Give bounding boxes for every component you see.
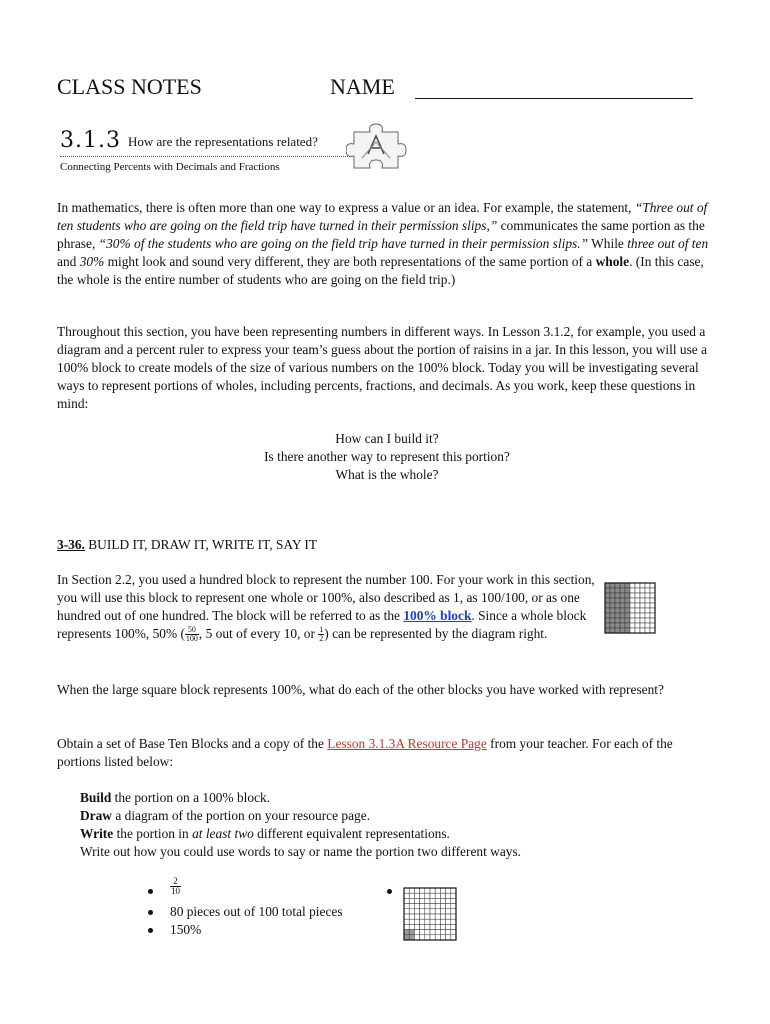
grid-cell [420, 893, 425, 898]
step-keyword: Draw [80, 808, 112, 823]
step-text: the portion in [113, 826, 193, 841]
grid-cell [414, 909, 419, 914]
grid-cell [635, 628, 640, 633]
grid-cell [425, 924, 430, 929]
grid-cell [446, 924, 451, 929]
class-notes-title: CLASS NOTES [57, 74, 202, 99]
grid-cell [451, 888, 456, 893]
grid-cell [430, 914, 435, 919]
name-label: NAME [330, 74, 395, 99]
grid-cell [620, 588, 625, 593]
grid-cell [605, 583, 610, 588]
grid-cell [440, 935, 445, 940]
grid-cell [615, 618, 620, 623]
question-3: What is the whole? [335, 467, 439, 482]
problem-paragraph-2: When the large square block represents 100%, what do each of the other blocks you have worked with represent? [57, 682, 664, 697]
grid-cell [645, 583, 650, 588]
grid-cell [404, 935, 409, 940]
grid-cell [650, 618, 655, 623]
grid-cell [610, 623, 615, 628]
grid-cell [425, 893, 430, 898]
grid-cell [610, 618, 615, 623]
grid-cell [446, 914, 451, 919]
grid-cell [650, 628, 655, 633]
grid-cell [605, 598, 610, 603]
grid-cell [435, 914, 440, 919]
grid-cell [409, 930, 414, 935]
hundred-block-diagram [604, 582, 656, 634]
puzzle-icon [346, 122, 410, 174]
fraction-numerator: 1 [319, 625, 324, 635]
fraction-denominator: 100 [185, 634, 198, 644]
grid-cell [620, 603, 625, 608]
grid-cell [645, 618, 650, 623]
intro-text: While [588, 236, 628, 251]
grid-cell [635, 593, 640, 598]
grid-cell [630, 613, 635, 618]
problem-text: from your teacher. For each of the portions listed below: [57, 736, 673, 769]
bullet-dot [148, 889, 153, 894]
grid-cell [625, 593, 630, 598]
grid-cell [615, 608, 620, 613]
step-draw [80, 807, 740, 825]
grid-cell [451, 909, 456, 914]
grid-cell [430, 904, 435, 909]
grid-cell [645, 593, 650, 598]
intro-quote-2: “30% of the students who are going on the field trip have turned in their permission slips.” [98, 236, 589, 251]
fraction-numerator: 50 [185, 626, 199, 635]
grid-cell [610, 588, 615, 593]
intro-quote-1: “Three out of ten students who are going on the field trip have turned in their permission slips,” [57, 200, 708, 233]
grid-cell [425, 898, 430, 903]
grid-cell [645, 628, 650, 633]
grid-cell [425, 914, 430, 919]
grid-cell [640, 618, 645, 623]
grid-cell [630, 603, 635, 608]
grid-cell [440, 904, 445, 909]
intro-text: and [57, 254, 80, 269]
grid-cell [446, 893, 451, 898]
grid-cell [404, 919, 409, 924]
problem-number: 3-36. [57, 537, 85, 552]
grid-cell [409, 898, 414, 903]
grid-cell [605, 618, 610, 623]
step-text: the portion on a 100% block. [111, 790, 271, 805]
grid-cell [605, 623, 610, 628]
intro-paragraph-2: Throughout this section, you have been representing numbers in different ways. In Lesson 3.1.2, for example, you used a diagram and a percent ruler to express your team’s guess about the portion of raisins in a jar. In this lesson, you will use a 100% block to create models of the size of various numbers on the 100% block. Today you will be investigating several ways to represent portions of wholes, including percents, fractions, and decimals. As you work, keep these questions in mind: [57, 324, 708, 411]
grid-cell [620, 583, 625, 588]
grid-cell [430, 888, 435, 893]
grid-cell [650, 598, 655, 603]
grid-cell [615, 603, 620, 608]
grid-cell [635, 608, 640, 613]
grid-cell [620, 628, 625, 633]
grid-cell [645, 598, 650, 603]
grid-cell [645, 613, 650, 618]
grid-cell [409, 935, 414, 940]
grid-cell [615, 583, 620, 588]
grid-cell [446, 930, 451, 935]
grid-cell [620, 608, 625, 613]
grid-cell [605, 608, 610, 613]
problem-title: BUILD IT, DRAW IT, WRITE IT, SAY IT [84, 537, 318, 552]
grid-cell [435, 904, 440, 909]
grid-cell [409, 909, 414, 914]
intro-text: In mathematics, there is often more than one way to express a value or an idea. For example, the statement, [57, 200, 635, 215]
grid-cell [635, 618, 640, 623]
grid-cell [645, 608, 650, 613]
grid-cell [625, 583, 630, 588]
intro-text: . (In this case, the whole is the entire number of students who are going on the field trip.) [57, 254, 704, 287]
grid-cell [615, 628, 620, 633]
grid-cell [610, 583, 615, 588]
grid-cell [615, 588, 620, 593]
grid-cell [440, 898, 445, 903]
grid-cell [605, 593, 610, 598]
grid-cell [425, 935, 430, 940]
grid-cell [414, 935, 419, 940]
grid-cell [615, 598, 620, 603]
grid-cell [404, 893, 409, 898]
intro-italic: 30% [79, 254, 105, 269]
resource-page-link[interactable]: Lesson 3.1.3A Resource Page [327, 736, 487, 751]
grid-cell [435, 888, 440, 893]
grid-cell [635, 583, 640, 588]
grid-cell [650, 608, 655, 613]
dotted-divider [60, 156, 352, 157]
grid-cell [430, 935, 435, 940]
grid-cell [425, 904, 430, 909]
bullet-item-80-pieces: 80 pieces out of 100 total pieces [170, 904, 343, 919]
100-percent-block-link[interactable]: 100% block [403, 608, 472, 623]
step-keyword: Write [80, 826, 114, 841]
grid-cell [625, 588, 630, 593]
grid-cell [409, 924, 414, 929]
grid-cell [440, 893, 445, 898]
lesson-number: 3.1.3 [60, 128, 121, 153]
grid-cell [435, 909, 440, 914]
grid-cell [430, 893, 435, 898]
grid-cell [435, 930, 440, 935]
grid-cell [650, 603, 655, 608]
grid-cell [640, 583, 645, 588]
grid-cell [625, 623, 630, 628]
grid-cell [425, 930, 430, 935]
grid-cell [630, 608, 635, 613]
grid-cell [440, 919, 445, 924]
grid-cell [414, 919, 419, 924]
grid-cell [620, 623, 625, 628]
grid-cell [640, 628, 645, 633]
bullet-dot [148, 910, 153, 915]
grid-cell [440, 909, 445, 914]
lesson-question: How are the representations related? [128, 134, 318, 149]
grid-cell [630, 588, 635, 593]
problem-text: Obtain a set of Base Ten Blocks and a copy of the [57, 736, 328, 751]
grid-cell [630, 618, 635, 623]
grid-cell [430, 924, 435, 929]
grid-cell [650, 613, 655, 618]
grid-cell [430, 898, 435, 903]
question-2: Is there another way to represent this portion? [264, 449, 510, 464]
step-text: different equivalent representations. [253, 826, 450, 841]
grid-cell [435, 919, 440, 924]
grid-cell [630, 583, 635, 588]
grid-cell [446, 919, 451, 924]
grid-cell [440, 930, 445, 935]
grid-cell [451, 935, 456, 940]
grid-cell [409, 919, 414, 924]
grid-cell [404, 914, 409, 919]
grid-cell [446, 898, 451, 903]
grid-cell [625, 603, 630, 608]
grid-cell [615, 623, 620, 628]
grid-cell [640, 608, 645, 613]
grid-cell [605, 613, 610, 618]
grid-cell [615, 613, 620, 618]
grid-cell [650, 588, 655, 593]
step-write [80, 825, 740, 843]
grid-cell [635, 603, 640, 608]
grid-cell [605, 588, 610, 593]
grid-cell [435, 898, 440, 903]
grid-cell [420, 924, 425, 929]
grid-cell [650, 593, 655, 598]
grid-cell [645, 588, 650, 593]
grid-cell [645, 623, 650, 628]
grid-cell [430, 930, 435, 935]
grid-cell [414, 904, 419, 909]
step-keyword: Build [80, 790, 112, 805]
problem-heading [57, 536, 717, 554]
grid-cell [420, 904, 425, 909]
grid-cell [620, 598, 625, 603]
problem-text: ) can be represented by the diagram right. [324, 626, 548, 641]
grid-cell [440, 924, 445, 929]
grid-cell [404, 909, 409, 914]
grid-cell [404, 904, 409, 909]
name-line[interactable] [415, 98, 693, 99]
grid-cell [409, 904, 414, 909]
grid-cell [630, 593, 635, 598]
grid-cell [435, 893, 440, 898]
grid-cell [414, 893, 419, 898]
grid-cell [640, 598, 645, 603]
question-1: How can I build it? [335, 431, 439, 446]
grid-cell [650, 583, 655, 588]
grid-cell [610, 593, 615, 598]
bullet-dot [148, 928, 153, 933]
grid-cell [625, 598, 630, 603]
grid-cell [420, 930, 425, 935]
grid-cell [620, 593, 625, 598]
grid-cell [414, 914, 419, 919]
grid-cell [630, 628, 635, 633]
grid-cell [420, 914, 425, 919]
grid-cell [420, 919, 425, 924]
grid-cell [440, 914, 445, 919]
grid-cell [414, 930, 419, 935]
grid-cell [451, 914, 456, 919]
grid-cell [425, 919, 430, 924]
grid-cell [620, 618, 625, 623]
fraction-denominator: 2 [319, 634, 324, 644]
step-build [80, 789, 740, 807]
intro-italic: three out of ten [627, 236, 709, 251]
grid-cell [409, 893, 414, 898]
grid-cell [640, 588, 645, 593]
bullet-item-150-percent: 150% [170, 922, 202, 937]
lesson-subtitle: Connecting Percents with Decimals and Fractions [60, 161, 280, 173]
grid-cell [640, 623, 645, 628]
grid-cell [404, 930, 409, 935]
grid-cell [635, 623, 640, 628]
grid-cell [420, 898, 425, 903]
grid-cell [605, 628, 610, 633]
grid-cell [625, 608, 630, 613]
grid-cell [409, 888, 414, 893]
grid-cell [451, 930, 456, 935]
fraction-50-100 [185, 626, 199, 643]
grid-cell [635, 613, 640, 618]
grid-cell [640, 593, 645, 598]
grid-cell [446, 909, 451, 914]
grid-cell [404, 924, 409, 929]
grid-cell [605, 603, 610, 608]
grid-cell [420, 935, 425, 940]
step-text: a diagram of the portion on your resource page. [111, 808, 371, 823]
intro-paragraph-1 [57, 199, 717, 289]
grid-cell [414, 924, 419, 929]
problem-paragraph-3 [57, 735, 717, 771]
grid-cell [610, 608, 615, 613]
grid-cell [610, 613, 615, 618]
problem-text: In Section 2.2, you used a hundred block to represent the number 100. For your work in this section, you will use this block to represent one whole or 100%, also described as 1, as 100/100, or as one hundred out of one hundred. The block will be referred to as the [57, 572, 595, 623]
grid-cell [404, 898, 409, 903]
grid-cell [404, 888, 409, 893]
grid-cell [635, 588, 640, 593]
grid-cell [630, 598, 635, 603]
grid-cell [635, 598, 640, 603]
grid-cell [414, 888, 419, 893]
problem-paragraph-1 [57, 571, 597, 643]
grid-cell [650, 623, 655, 628]
grid-cell [446, 904, 451, 909]
fraction-numerator: 2 [170, 877, 181, 887]
grid-cell [435, 924, 440, 929]
grid-cell [446, 935, 451, 940]
grid-cell [435, 935, 440, 940]
grid-cell [625, 618, 630, 623]
grid-cell [615, 593, 620, 598]
grid-cell [625, 628, 630, 633]
step-text: Write out how you could use words to say or name the portion two different ways. [80, 844, 522, 859]
grid-cell [451, 924, 456, 929]
bullet-dot [387, 889, 392, 894]
grid-cell [451, 904, 456, 909]
intro-bold-whole: whole [595, 254, 630, 269]
grid-cell [610, 598, 615, 603]
grid-cell [640, 613, 645, 618]
grid-cell [430, 919, 435, 924]
grid-cell [420, 888, 425, 893]
grid-cell [414, 898, 419, 903]
grid-cell [610, 603, 615, 608]
grid-cell [430, 909, 435, 914]
fraction-denominator: 10 [171, 886, 180, 896]
empty-hundred-block-diagram [403, 887, 457, 941]
intro-text: communicates the same portion as the phrase, [57, 218, 705, 251]
grid-cell [425, 888, 430, 893]
grid-cell [620, 613, 625, 618]
grid-cell [425, 909, 430, 914]
grid-cell [451, 893, 456, 898]
grid-cell [625, 613, 630, 618]
grid-cell [440, 888, 445, 893]
grid-cell [409, 914, 414, 919]
step-italic: at least two [192, 826, 254, 841]
grid-cell [420, 909, 425, 914]
step-say [80, 843, 740, 861]
intro-text: might look and sound very different, they are both representations of the same portion of a [104, 254, 596, 269]
grid-cell [630, 623, 635, 628]
fraction-2-10 [170, 877, 181, 896]
grid-cell [451, 898, 456, 903]
grid-cell [451, 919, 456, 924]
grid-cell [446, 888, 451, 893]
grid-cell [640, 603, 645, 608]
grid-cell [610, 628, 615, 633]
grid-cell [645, 603, 650, 608]
problem-text: . Since a whole block represents 100%, 50% ( [57, 608, 587, 641]
problem-text: , 5 out of every 10, or [198, 626, 319, 641]
